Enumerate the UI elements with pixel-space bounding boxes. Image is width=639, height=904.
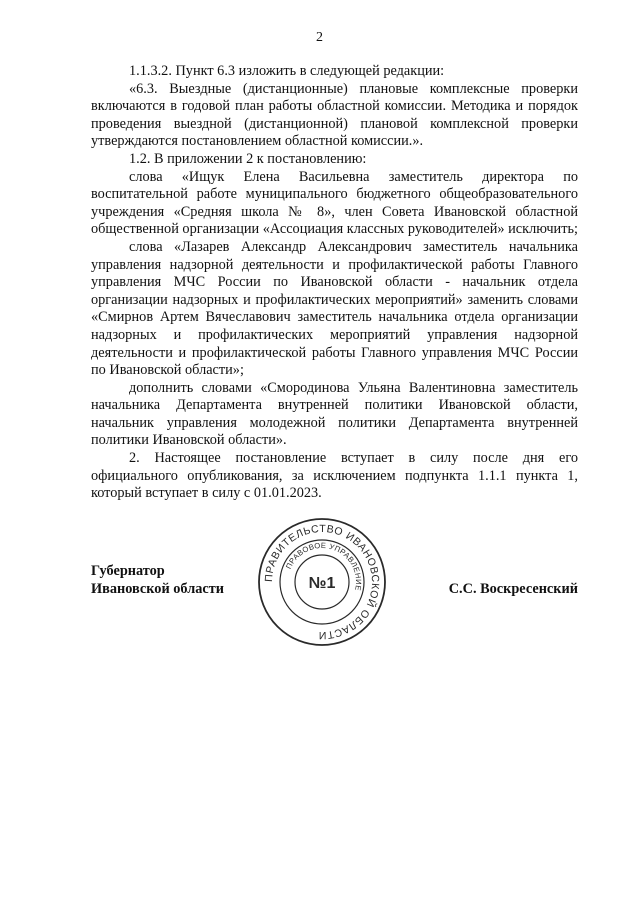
official-stamp <box>256 516 388 648</box>
stamp-ring-text: ПРАВИТЕЛЬСТВО ИВАНОВСКОЙ ОБЛАСТИ <box>262 522 382 642</box>
paragraph-1-2: 1.2. В приложении 2 к постановлению: <box>129 150 367 167</box>
paragraph-2-effective-date: 2. Настоящее постановление вступает в силу после дня его официального опубликования, за исключением подпункта 1.1.1 пункта 1, который вступает в силу с 01.01.2023. <box>91 450 578 502</box>
stamp-number: №1 <box>308 575 336 592</box>
paragraph-1-1-3-2: 1.1.3.2. Пункт 6.3 изложить в следующей редакции: <box>129 63 445 79</box>
paragraph-add-smorodinova: дополнить словами «Смородинова Ульяна Валентиновна заместитель начальника Департамента внутренней политики Ивановской области, начальник управления молодежной политики Департамента внутренней политики Ивановской области». <box>91 379 578 449</box>
stamp-inner-text: ПРАВОВОЕ УПРАВЛЕНИЕ <box>283 540 364 592</box>
signatory-position-line1: Губернатор <box>91 563 165 579</box>
document-body <box>91 63 578 503</box>
paragraph-6-3-text: «6.3. Выездные (дистанционные) плановые комплексные проверки включаются в годовой план работы областной комиссии. Методика и порядок проведения выездной (дистанционной) плановой комплексной проверки утверждаются постановлением областной комиссии.». <box>91 80 578 150</box>
page-number: 2 <box>316 30 323 45</box>
signatory-name: С.С. Воскресенский <box>448 580 578 597</box>
signatory-position <box>91 563 224 598</box>
paragraph-replace-lazarev: слова «Лазарев Александр Александрович заместитель начальника управления надзорной деятельности и профилактической работы Главного управления МЧС России по Ивановской области - начальник отдела организации надзорных и профилактических мероприятий» заменить словами «Смирнов Артем Вячеславович заместитель начальника отдела организации надзорных и профилактических мероприятий управления надзорной деятельности и профилактической работы Главного управления МЧС России по Ивановской области»; <box>91 238 578 379</box>
paragraph-remove-ishchuk: слова «Ищук Елена Васильевна заместитель директора по воспитательной работе муниципального бюджетного общеобразовательного учреждения «Средняя школа № 8», член Совета Ивановской областной общественной организации «Ассоциация классных руководителей» исключить; <box>91 168 578 238</box>
signatory-position-line2: Ивановской области <box>91 580 224 597</box>
